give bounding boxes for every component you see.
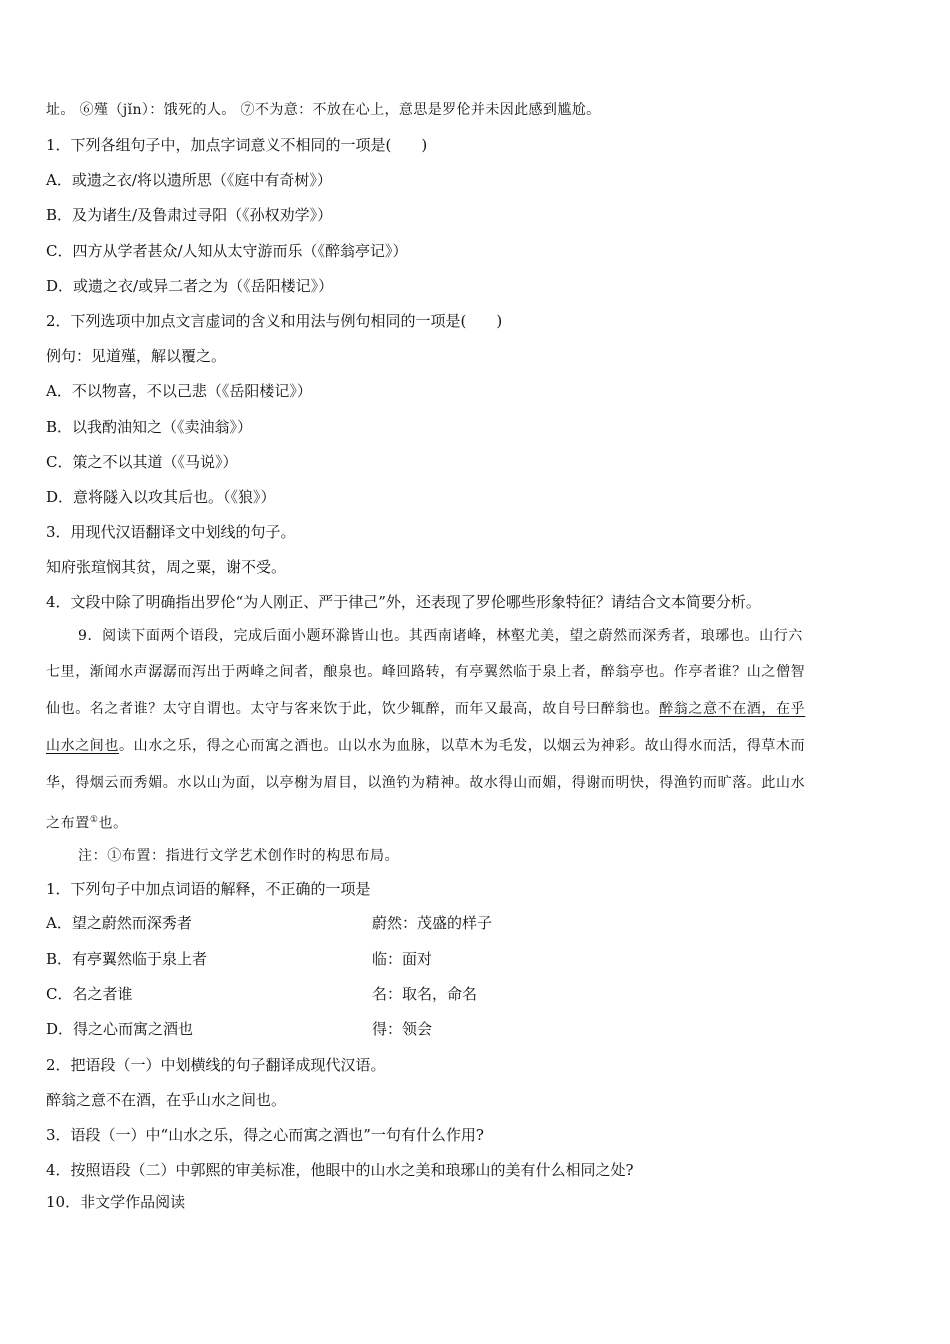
q3-sentence: 知府张瑄悯其贫，周之粟，谢不受。	[46, 558, 287, 576]
q2-example: 例句：见道殣，解以覆之。	[46, 347, 227, 365]
q1-option-b: B．及为诸生/及鲁肃过寻阳（《孙权劝学》）	[46, 206, 333, 224]
passage-text: 之布置	[46, 815, 90, 832]
option-text: B．有亭翼然临于泉上者	[46, 950, 208, 968]
option-text: A．望之蔚然而深秀者	[46, 914, 192, 932]
s9-q4-stem: 4．按照语段（二）中郭熙的审美标准，他眼中的山水之美和琅琊山的美有什么相同之处?	[46, 1161, 634, 1179]
s9-q1-option-c	[46, 984, 906, 1004]
s9-q3-stem: 3．语段（一）中“山水之乐，得之心而寓之酒也”一句有什么作用?	[46, 1126, 484, 1144]
footnote-marker: ①	[89, 815, 99, 825]
q2-option-d: D．意将隧入以攻其后也。（《狼》）	[46, 488, 276, 506]
section-10-heading: 10．非文学作品阅读	[46, 1193, 186, 1211]
passage-text: 仙也。名之者谁？太守自谓也。太守与客来饮于此，饮少辄醉，而年又最高，故自号曰醉翁也。	[46, 701, 660, 717]
passage-text: 。山水之乐，得之心而寓之酒也。山以水为血脉，以草木为毛发，以烟云为神彩。故山得水而活，得草木而	[119, 738, 806, 754]
q1-option-c: C．四方从学者甚众/人知从太守游而乐（《醉翁亭记》）	[46, 242, 408, 260]
q2-option-c: C．策之不以其道（《马说》）	[46, 453, 238, 471]
q1-option-a: A．或遗之衣/将以遗所思（《庭中有奇树》）	[46, 171, 332, 189]
option-definition: 名：取名，命名	[372, 985, 478, 1003]
q2-stem: 2．下列选项中加点文言虚词的含义和用法与例句相同的一项是( )	[46, 312, 503, 330]
option-definition: 得：领会	[372, 1020, 433, 1038]
underlined-sentence-end: 山水之间也	[46, 738, 119, 754]
s9-q1-option-b	[46, 949, 906, 969]
option-definition: 蔚然：茂盛的样子	[372, 914, 493, 932]
underlined-sentence: 醉翁之意不在酒，在乎	[659, 701, 806, 717]
passage-line-5: 华，得烟云而秀媚。水以山为面，以亭榭为眉目，以渔钓为精神。故水得山而媚，得谢而明快，得渔钓而旷落。此山水	[46, 775, 806, 791]
option-text: C．名之者谁	[46, 985, 133, 1003]
passage-text: 也。	[98, 815, 128, 832]
passage-note: 注：①布置：指进行文学艺术创作时的构思布局。	[78, 848, 400, 864]
footnote-line: 址。 ⑥殣（jǐn）：饿死的人。 ⑦不为意：不放在心上，意思是罗伦并未因此感到尴尬。	[46, 102, 601, 118]
q3-stem: 3．用现代汉语翻译文中划线的句子。	[46, 523, 296, 541]
s9-q1-option-a	[46, 913, 906, 933]
passage-line-6	[46, 810, 906, 834]
q1-stem: 1．下列各组句子中，加点字词意义不相同的一项是( )	[46, 136, 428, 154]
q2-option-b: B．以我酌油知之（《卖油翁》）	[46, 418, 253, 436]
s9-q2-sentence: 醉翁之意不在酒，在乎山水之间也。	[46, 1091, 287, 1109]
q2-option-a: A．不以物喜，不以己悲（《岳阳楼记》）	[46, 382, 312, 400]
option-definition: 临：面对	[372, 950, 433, 968]
option-text: D．得之心而寓之酒也	[46, 1020, 194, 1038]
passage-line-2: 七里，渐闻水声潺潺而泻出于两峰之间者，酿泉也。峰回路转，有亭翼然临于泉上者，醉翁亭也。作亭者谁？山之僧智	[46, 664, 806, 680]
passage-line-4	[46, 736, 906, 756]
s9-q1-option-d	[46, 1019, 906, 1039]
s9-q1-stem: 1．下列句子中加点词语的解释，不正确的一项是	[46, 880, 371, 898]
q1-option-d: D．或遗之衣/或异二者之为（《岳阳楼记》）	[46, 277, 334, 295]
passage-line-3	[46, 699, 906, 719]
q4-stem: 4．文段中除了明确指出罗伦“为人刚正、严于律己”外，还表现了罗伦哪些形象特征？请结合文本简要分析。	[46, 593, 761, 611]
passage-line-1: 9．阅读下面两个语段，完成后面小题环滁皆山也。其西南诸峰，林壑尤美，望之蔚然而深秀者，琅琊也。山行六	[78, 628, 803, 644]
s9-q2-stem: 2．把语段（一）中划横线的句子翻译成现代汉语。	[46, 1056, 386, 1074]
